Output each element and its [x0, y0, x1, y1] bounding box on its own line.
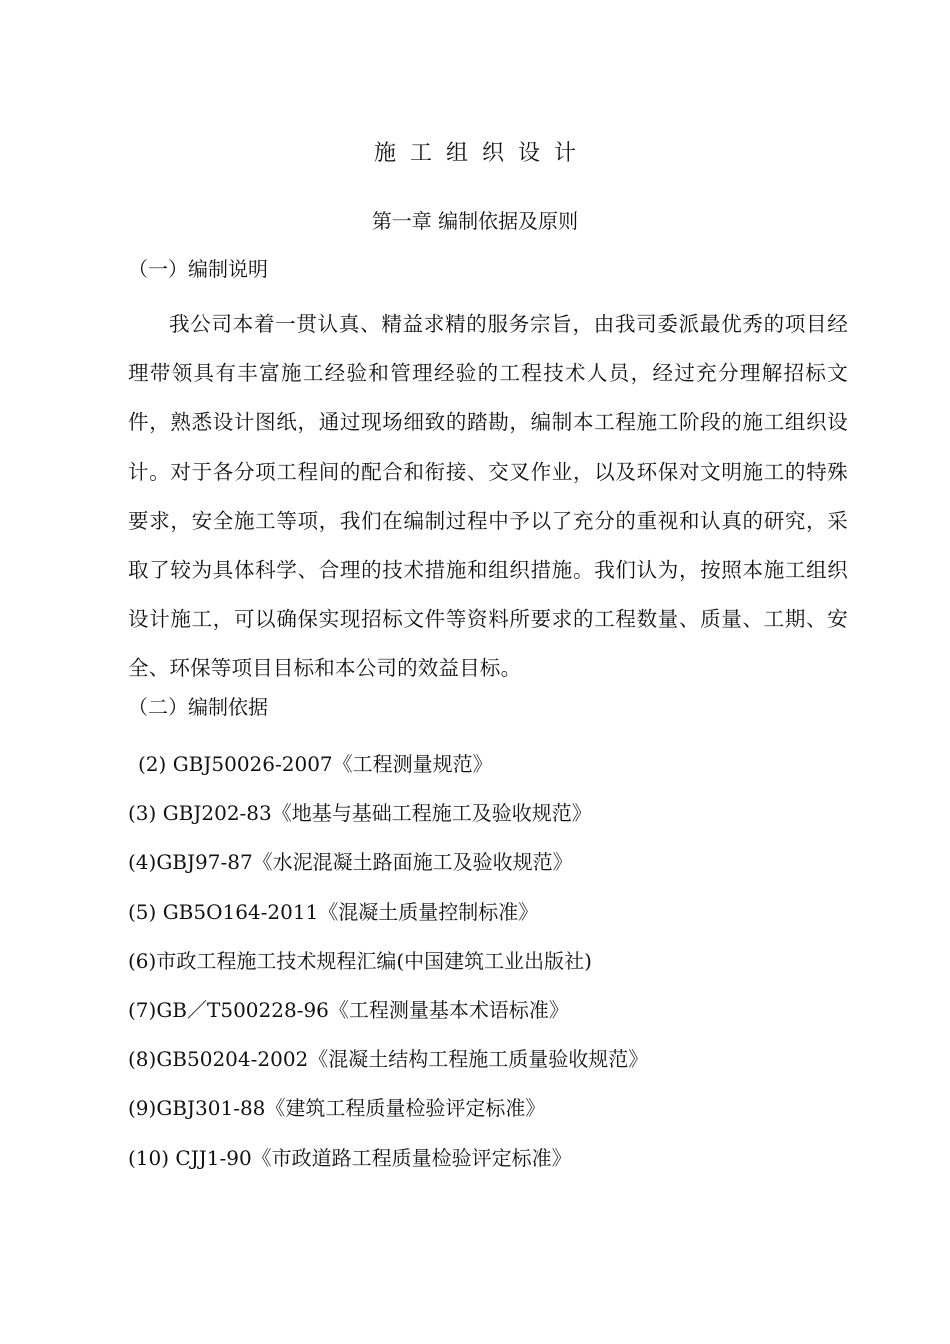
- reference-item: (3) GBJ202-83《地基与基础工程施工及验收规范》: [128, 801, 592, 826]
- reference-item: (2) GBJ50026-2007《工程测量规范》: [138, 752, 493, 776]
- reference-item: (9)GBJ301-88《建筑工程质量检验评定标准》: [128, 1096, 546, 1121]
- reference-item: (10) CJJ1-90《市政道路工程质量检验评定标准》: [128, 1145, 572, 1170]
- reference-item: (7)GB／T500228-96《工程测量基本术语标准》: [128, 997, 569, 1022]
- compilation-notes-paragraph: 我公司本着一贯认真、精益求精的服务宗旨，由我司委派最优秀的项目经理带领具有丰富施工经验和管理经验的工程技术人员，经过充分理解招标文件，熟悉设计图纸，通过现场细致的踏勘，编制本工程施工阶段的施工组织设计。对于各分项工程间的配合和衔接、交叉作业，以及环保对文明施工的特殊要求，安全施工等项，我们在编制过程中予以了充分的重视和认真的研究，采取了较为具体科学、合理的技术措施和组织措施。我们认为，按照本施工组织设计施工，可以确保实现招标文件等资料所要求的工程数量、质量、工期、安全、环保等项目目标和本公司的效益目标。: [128, 312, 848, 681]
- reference-list: [128, 740, 848, 1183]
- document-title: 施工组织设计: [373, 141, 590, 166]
- reference-item: (4)GBJ97-87《水泥混凝土路面施工及验收规范》: [128, 850, 573, 875]
- chapter-heading: 第一章 编制依据及原则: [371, 209, 579, 233]
- section-heading-compilation-notes: （一）编制说明: [128, 257, 268, 281]
- section-heading-compilation-basis: （二）编制依据: [128, 695, 268, 719]
- reference-item: (5) GB5O164-2011《混凝土质量控制标准》: [128, 899, 539, 924]
- reference-item: (6)市政工程施工技术规程汇编(中国建筑工业出版社): [128, 948, 592, 973]
- reference-item: (8)GB50204-2002《混凝土结构工程施工质量验收规范》: [128, 1047, 649, 1072]
